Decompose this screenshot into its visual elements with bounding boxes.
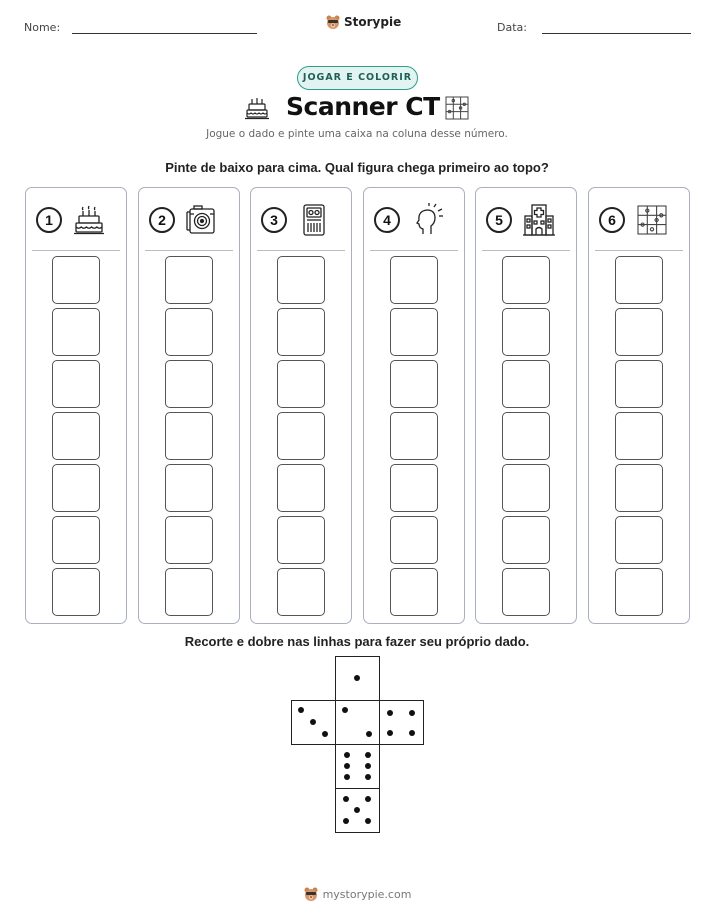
subtitle: Jogue o dado e pinte uma caixa na coluna desse número. (206, 128, 508, 140)
hospital-icon (521, 202, 557, 238)
color-box[interactable] (277, 464, 325, 512)
bear-logo-icon (325, 14, 341, 30)
cut-instruction: Recorte e dobre nas linhas para fazer seu próprio dado. (184, 634, 530, 649)
die-pip (342, 707, 348, 713)
color-box[interactable] (52, 412, 100, 460)
puzzle-icon (443, 94, 471, 122)
column-header (476, 188, 576, 250)
color-box[interactable] (390, 308, 438, 356)
die-face-6 (335, 744, 380, 789)
title-row (0, 92, 714, 124)
color-box[interactable] (52, 256, 100, 304)
column-number: 3 (261, 207, 287, 233)
die-pip (387, 710, 393, 716)
color-box[interactable] (390, 464, 438, 512)
die-pip (343, 796, 349, 802)
color-box[interactable] (502, 464, 550, 512)
die-pip (365, 796, 371, 802)
color-box[interactable] (52, 516, 100, 564)
die-pip (365, 774, 371, 780)
color-box[interactable] (390, 412, 438, 460)
die-pip (344, 763, 350, 769)
column-4 (363, 187, 465, 624)
column-header (251, 188, 351, 250)
die-pip (409, 730, 415, 736)
date-line (542, 33, 691, 34)
die-pip (354, 675, 360, 681)
column-2 (138, 187, 240, 624)
column-divider (257, 250, 345, 251)
die-pip (365, 763, 371, 769)
color-box[interactable] (615, 360, 663, 408)
name-line (72, 33, 257, 34)
column-1 (25, 187, 127, 624)
column-number: 1 (36, 207, 62, 233)
name-label: Nome: (24, 21, 61, 34)
column-number: 5 (486, 207, 512, 233)
column-5 (475, 187, 577, 624)
ct-scanner-machine-icon (296, 202, 332, 238)
die-pip (366, 731, 372, 737)
color-box[interactable] (277, 412, 325, 460)
die-pip (310, 719, 316, 725)
cake-icon (71, 202, 107, 238)
header-bar (0, 0, 714, 50)
column-divider (482, 250, 570, 251)
die-pip (344, 752, 350, 758)
brand-logo (325, 14, 401, 30)
color-box[interactable] (165, 516, 213, 564)
die-face-1 (335, 656, 380, 701)
column-divider (145, 250, 233, 251)
die-pip (344, 774, 350, 780)
brand-name: Storypie (344, 15, 402, 29)
color-box[interactable] (165, 360, 213, 408)
die-face-2 (335, 700, 380, 745)
die-face-4 (379, 700, 424, 745)
footer-url[interactable]: mystorypie.com (322, 887, 412, 901)
color-box[interactable] (165, 412, 213, 460)
die-pip (343, 818, 349, 824)
color-box[interactable] (615, 308, 663, 356)
color-box[interactable] (390, 360, 438, 408)
color-box[interactable] (615, 516, 663, 564)
color-box[interactable] (277, 568, 325, 616)
column-divider (32, 250, 120, 251)
instruction-text: Pinte de baixo para cima. Qual figura chega primeiro ao topo? (165, 160, 549, 175)
column-6 (588, 187, 690, 624)
column-header (139, 188, 239, 250)
color-box[interactable] (502, 568, 550, 616)
bear-logo-icon (303, 886, 319, 902)
column-number: 2 (149, 207, 175, 233)
die-pip (365, 818, 371, 824)
color-box[interactable] (52, 568, 100, 616)
color-box[interactable] (52, 464, 100, 512)
date-label: Data: (497, 21, 527, 34)
activity-badge: JOGAR E COLORIR (297, 66, 418, 90)
color-box[interactable] (390, 256, 438, 304)
color-box[interactable] (502, 412, 550, 460)
color-box[interactable] (615, 464, 663, 512)
color-box[interactable] (165, 256, 213, 304)
column-3 (250, 187, 352, 624)
column-number: 4 (374, 207, 400, 233)
color-box[interactable] (277, 256, 325, 304)
color-box[interactable] (277, 516, 325, 564)
color-box[interactable] (502, 360, 550, 408)
color-box[interactable] (52, 360, 100, 408)
die-pip (365, 752, 371, 758)
color-box[interactable] (277, 360, 325, 408)
die-pip (354, 807, 360, 813)
color-box[interactable] (615, 412, 663, 460)
die-pip (298, 707, 304, 713)
color-box[interactable] (165, 464, 213, 512)
footer (0, 886, 714, 902)
column-divider (595, 250, 683, 251)
color-box[interactable] (52, 308, 100, 356)
column-divider (370, 250, 458, 251)
color-box[interactable] (277, 308, 325, 356)
column-header (26, 188, 126, 250)
color-box[interactable] (615, 568, 663, 616)
color-box[interactable] (615, 256, 663, 304)
camera-icon (184, 202, 220, 238)
die-pip (322, 731, 328, 737)
page-title: Scanner CT (286, 92, 440, 121)
die-face-3 (291, 700, 336, 745)
die-pip (409, 710, 415, 716)
column-header (364, 188, 464, 250)
color-box[interactable] (502, 308, 550, 356)
color-box[interactable] (390, 568, 438, 616)
die-face-5 (335, 788, 380, 833)
color-box[interactable] (165, 568, 213, 616)
color-box[interactable] (165, 308, 213, 356)
cake-icon (243, 94, 271, 122)
column-number: 6 (599, 207, 625, 233)
color-box[interactable] (502, 256, 550, 304)
puzzle-icon (634, 202, 670, 238)
head-scan-icon (409, 202, 445, 238)
column-header (589, 188, 689, 250)
color-box[interactable] (390, 516, 438, 564)
die-pip (387, 730, 393, 736)
color-box[interactable] (502, 516, 550, 564)
